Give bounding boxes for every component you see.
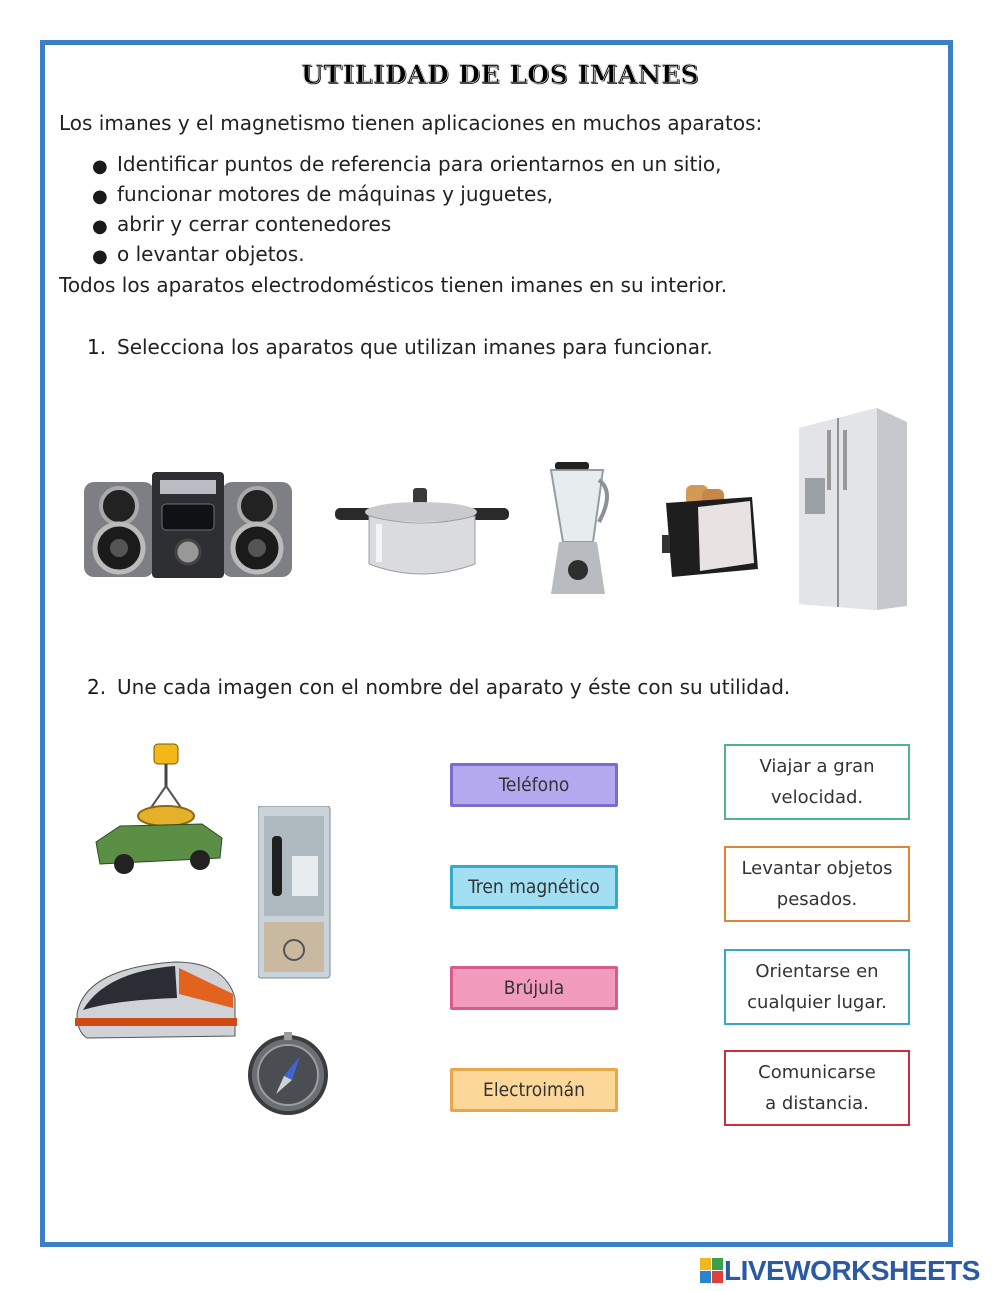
bullet-icon: ● [92, 246, 108, 267]
bullet-item: o levantar objetos. [117, 242, 305, 266]
refrigerator-image[interactable] [797, 408, 909, 610]
intro-text: Los imanes y el magnetismo tienen aplicaciones en muchos aparatos: [59, 111, 763, 135]
maglev-train-image[interactable] [75, 958, 237, 1042]
stereo-image[interactable] [82, 470, 294, 582]
bullet-icon: ● [92, 216, 108, 237]
compass-image[interactable] [246, 1030, 330, 1120]
toaster-image[interactable] [660, 485, 760, 581]
bullet-item: funcionar motores de máquinas y juguetes, [117, 182, 554, 206]
electromagnet-car-image[interactable] [92, 742, 226, 882]
label-telefono[interactable]: Teléfono [450, 763, 618, 807]
brand-name: LIVEWORKSHEETS [724, 1255, 980, 1286]
blender-image[interactable] [543, 462, 617, 596]
use-levantar[interactable]: Levantar objetos pesados. [724, 846, 910, 922]
question-number: 2. [87, 675, 107, 699]
worksheet-title: UTILIDAD DE LOS IMANES [300, 60, 700, 89]
question-1: Selecciona los aparatos que utilizan imanes para funcionar. [117, 335, 713, 359]
bullet-item: Identificar puntos de referencia para orientarnos en un sitio, [117, 152, 722, 176]
bullet-item: abrir y cerrar contenedores [117, 212, 392, 236]
label-tren-magnetico[interactable]: Tren magnético [450, 865, 618, 909]
label-electroiman[interactable]: Electroimán [450, 1068, 618, 1112]
bullet-icon: ● [92, 186, 108, 207]
label-brujula[interactable]: Brújula [450, 966, 618, 1010]
bullet-icon: ● [92, 156, 108, 177]
liveworksheets-brand [700, 1256, 980, 1286]
closing-text: Todos los aparatos electrodomésticos tienen imanes en su interior. [59, 273, 728, 297]
question-2: Une cada imagen con el nombre del aparato y éste con su utilidad. [117, 675, 791, 699]
use-orientarse[interactable]: Orientarse en cualquier lugar. [724, 949, 910, 1025]
liveworksheets-logo-icon [700, 1258, 724, 1284]
use-comunicarse[interactable]: Comunicarse a distancia. [724, 1050, 910, 1126]
use-viajar[interactable]: Viajar a gran velocidad. [724, 744, 910, 820]
pressure-cooker-image[interactable] [335, 488, 509, 582]
question-number: 1. [87, 335, 107, 359]
payphone-image[interactable] [258, 806, 332, 980]
